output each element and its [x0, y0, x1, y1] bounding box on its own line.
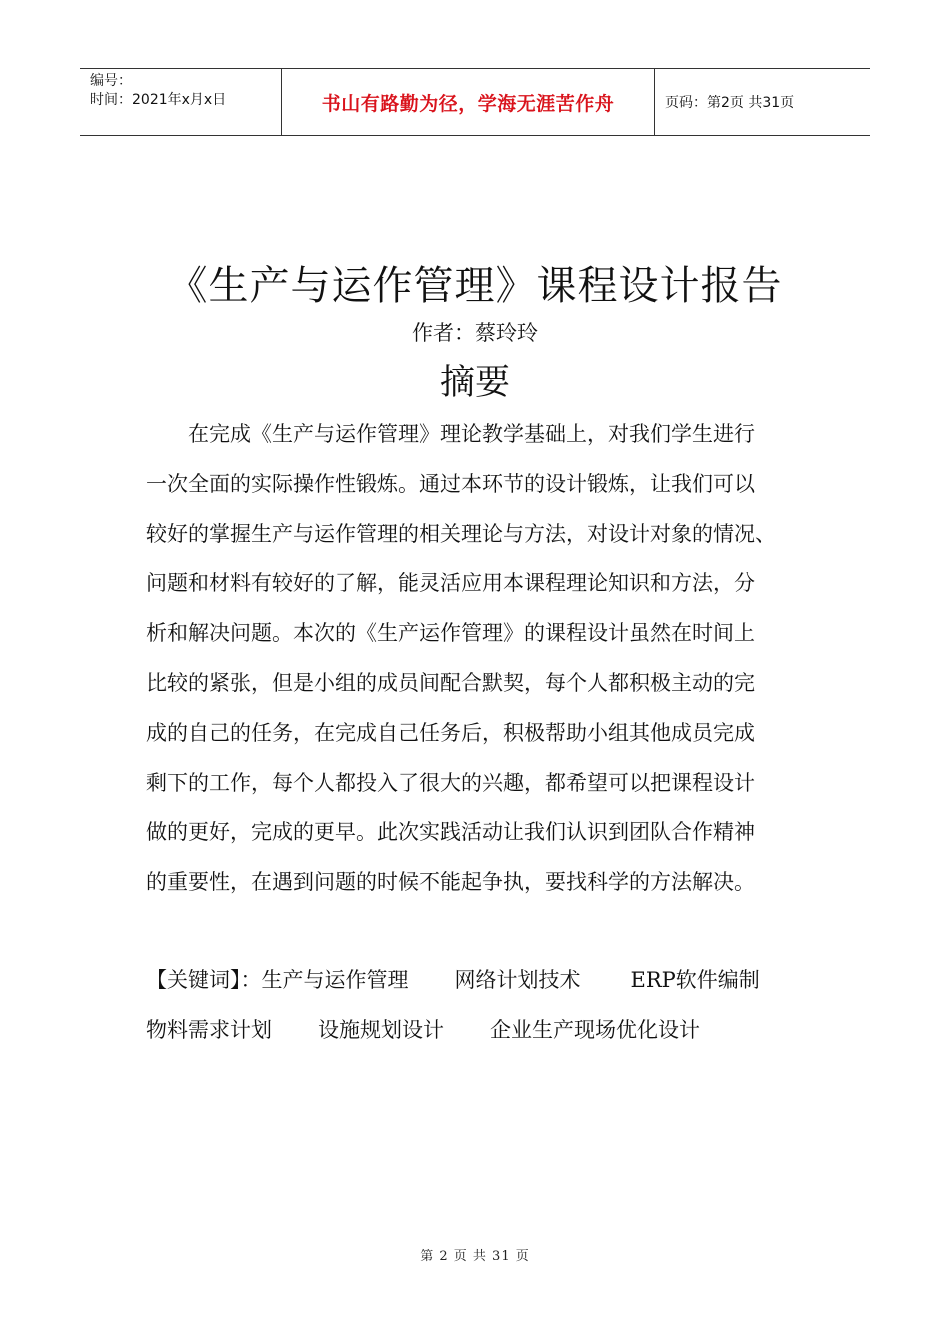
- abstract-body: [146, 410, 822, 908]
- abstract-heading: 摘要: [439, 363, 510, 403]
- abstract-line: 在完成《生产与运作管理》理论教学基础上，对我们学生进行: [146, 422, 755, 446]
- keyword-item: 设施规划设计: [318, 1018, 444, 1042]
- header-motto: 书山有路勤为径，学海无涯苦作舟: [282, 69, 655, 135]
- abstract-line: 问题和材料有较好的了解，能灵活应用本课程理论知识和方法，分: [146, 571, 755, 596]
- abstract-line: 做的更好，完成的更早。此次实践活动让我们认识到团队合作精神: [146, 820, 755, 845]
- abstract-line: 剩下的工作，每个人都投入了很大的兴趣，都希望可以把课程设计: [146, 770, 755, 795]
- keyword-item: 网络计划技术: [454, 968, 581, 992]
- keywords-label: 【关键词】：: [146, 968, 262, 992]
- time-label: 时间：2021年x月x日: [90, 92, 227, 108]
- abstract-line: 的重要性，在遇到问题的时候不能起争执，要找科学的方法解决。: [146, 870, 755, 895]
- number-label: 编号：: [90, 73, 132, 89]
- abstract-line: 成的自己的任务，在完成自己任务后，积极帮助小组其他成员完成: [146, 720, 755, 745]
- keyword-item: 物料需求计划: [146, 1018, 272, 1042]
- keyword-item: ERP软件编制: [630, 968, 760, 992]
- keyword-item: 生产与运作管理: [261, 968, 409, 992]
- document-title: 《生产与运作管理》课程设计报告: [167, 263, 783, 309]
- header-meta: [80, 69, 282, 135]
- abstract-line: 析和解决问题。本次的《生产运作管理》的课程设计虽然在时间上: [146, 621, 755, 646]
- keyword-item: 企业生产现场优化设计: [490, 1018, 700, 1042]
- abstract-line: 比较的紧张，但是小组的成员间配合默契，每个人都积极主动的完: [146, 670, 755, 695]
- abstract-line: 一次全面的实际操作性锻炼。通过本环节的设计锻炼，让我们可以: [146, 471, 755, 496]
- header-page-info: 页码：第2页 共31页: [665, 95, 795, 111]
- keywords-section: [146, 955, 822, 1055]
- document-header: [80, 68, 870, 136]
- keywords-line-2: [146, 1005, 822, 1055]
- page-footer: 第 2 页 共 31 页: [420, 1249, 530, 1264]
- keywords-line-1: [146, 955, 822, 1005]
- document-author: 作者：蔡玲玲: [412, 321, 538, 345]
- abstract-line: 较好的掌握生产与运作管理的相关理论与方法，对设计对象的情况、: [146, 521, 776, 546]
